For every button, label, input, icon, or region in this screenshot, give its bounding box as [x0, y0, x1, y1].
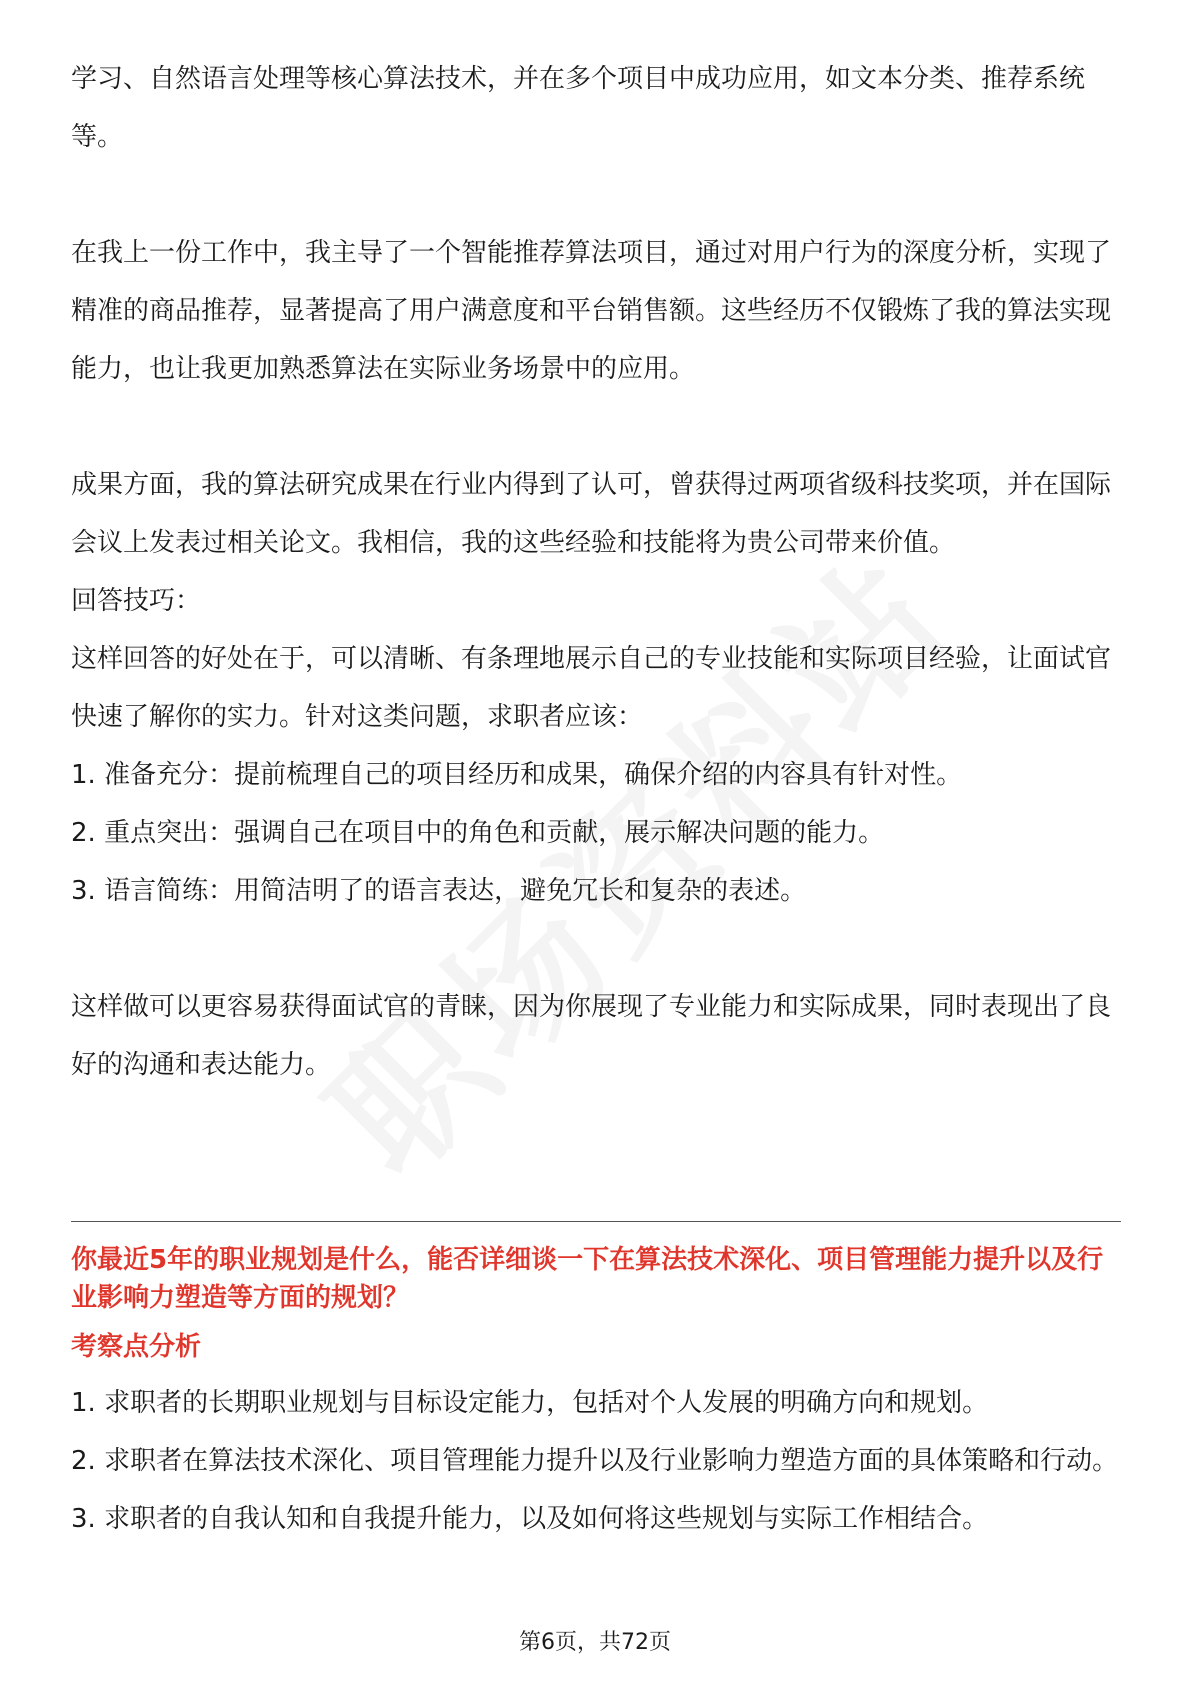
analysis-item-1: 1. 求职者的长期职业规划与目标设定能力，包括对个人发展的明确方向和规划。: [71, 1388, 989, 1418]
analysis-list: [71, 1374, 1121, 1548]
tips-conclusion: 这样做可以更容易获得面试官的青睐，因为你展现了专业能力和实际成果，同时表现出了良好的沟通和表达能力。: [71, 992, 1112, 1080]
tips-intro: 这样回答的好处在于，可以清晰、有条理地展示自己的专业技能和实际项目经验，让面试官快速了解你的实力。针对这类问题，求职者应该：: [71, 644, 1112, 732]
answer-paragraph-3: 成果方面，我的算法研究成果在行业内得到了认可，曾获得过两项省级科技奖项，并在国际会议上发表过相关论文。我相信，我的这些经验和技能将为贵公司带来价值。: [71, 470, 1112, 558]
tips-item-1: 1. 准备充分：提前梳理自己的项目经历和成果，确保介绍的内容具有针对性。: [71, 760, 963, 790]
question-heading: 你最近5年的职业规划是什么，能否详细谈一下在算法技术深化、项目管理能力提升以及行业影响力塑造等方面的规划？: [71, 1245, 1104, 1313]
answer-paragraph-1: 学习、自然语言处理等核心算法技术，并在多个项目中成功应用，如文本分类、推荐系统等。: [71, 64, 1086, 152]
section-divider: [71, 1221, 1121, 1222]
tips-item-2: 2. 重点突出：强调自己在项目中的角色和贡献，展示解决问题的能力。: [71, 818, 885, 848]
tips-heading: 回答技巧：: [71, 586, 202, 616]
answer-section: [71, 50, 1121, 1094]
analysis-title: 考察点分析: [71, 1332, 202, 1362]
analysis-item-2: 2. 求职者在算法技术深化、项目管理能力提升以及行业影响力塑造方面的具体策略和行动。: [71, 1446, 1119, 1476]
tips-item-3: 3. 语言简练：用简洁明了的语言表达，避免冗长和复杂的表述。: [71, 876, 807, 906]
analysis-item-3: 3. 求职者的自我认知和自我提升能力，以及如何将这些规划与实际工作相结合。: [71, 1504, 989, 1534]
answer-paragraph-2: 在我上一份工作中，我主导了一个智能推荐算法项目，通过对用户行为的深度分析，实现了精准的商品推荐，显著提高了用户满意度和平台销售额。这些经历不仅锻炼了我的算法实现能力，也让我更加熟悉算法在实际业务场景中的应用。: [71, 238, 1112, 384]
page-number: 第6页，共72页: [519, 1630, 671, 1655]
